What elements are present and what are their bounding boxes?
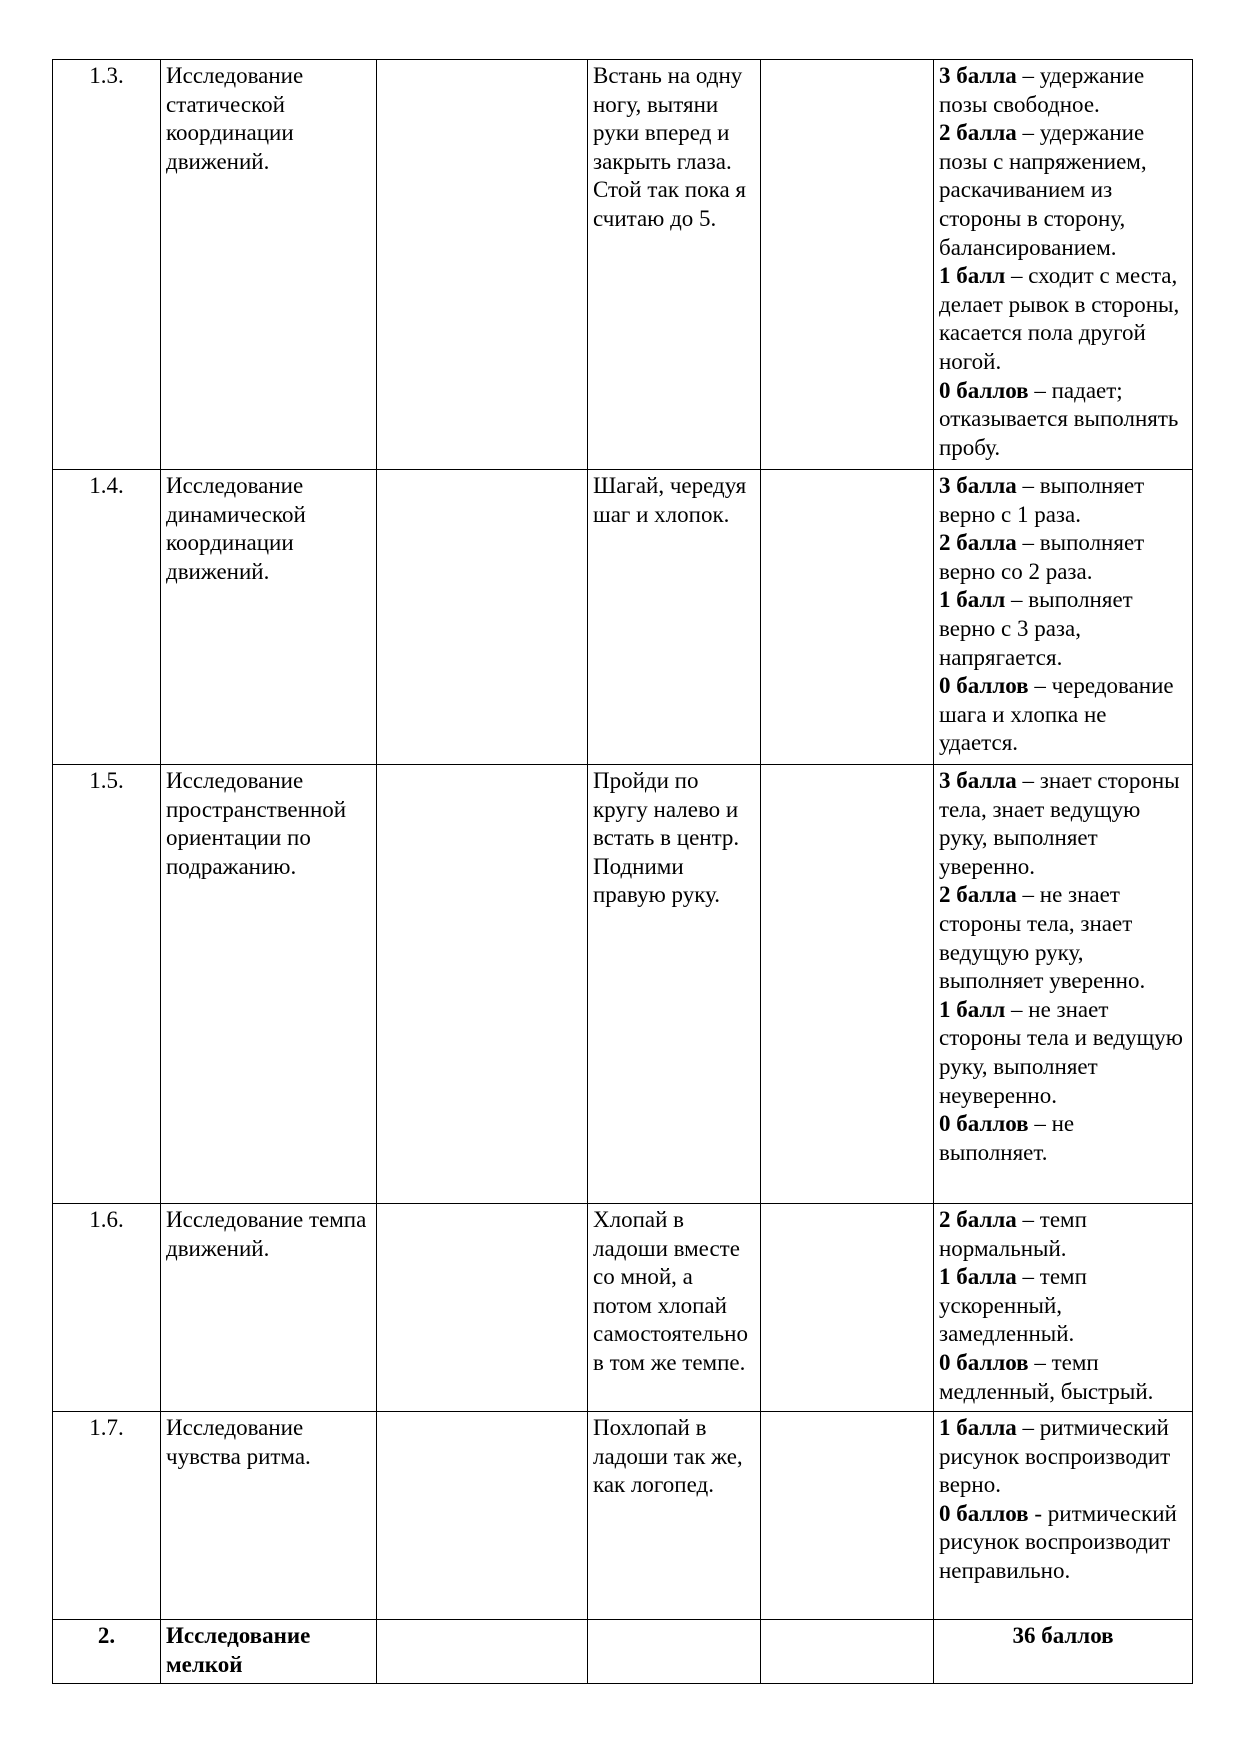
instruction: Хлопай в ладоши вместе со мной, а потом хлопай самостоятельно в том же темпе. (588, 1204, 761, 1412)
section-total: 36 баллов (934, 1620, 1193, 1684)
criterion-score: 2 балла (939, 530, 1017, 556)
criterion-score: 3 балла (939, 473, 1017, 498)
criterion-score: 3 балла (939, 63, 1017, 88)
table-row (53, 1412, 1193, 1620)
criterion-score: 1 балл (939, 263, 1006, 289)
criterion (939, 996, 1187, 1110)
table-row (53, 1204, 1193, 1412)
criterion-text: – темп медленный, быстрый. (939, 1349, 1154, 1404)
instruction: Шагай, чередуя шаг и хлопок. (588, 470, 761, 765)
criterion-text: – сходит с места, делает рывок в стороны, касается пола другой ногой. (939, 263, 1180, 374)
criterion-text: – выполняет верно со 2 раза. (939, 530, 1145, 584)
criterion-text: – не знает стороны тела, знает ведущую руку, выполняет уверенно. (939, 882, 1146, 994)
empty-cell (761, 1620, 934, 1684)
criterion (939, 767, 1187, 881)
criterion-score: 0 баллов (939, 377, 1029, 403)
criterion-text: – выполняет верно с 3 раза, напрягается. (939, 587, 1133, 670)
criterion-score: 1 балла (939, 1264, 1017, 1290)
empty-cell (588, 1620, 761, 1684)
criterion-text: – выполняет верно с 1 раза. (939, 473, 1145, 527)
criterion (939, 119, 1187, 262)
criterion-text: – темп нормальный. (939, 1207, 1087, 1261)
criterion (939, 672, 1187, 758)
instruction: Похлопай в ладоши так же, как логопед. (588, 1412, 761, 1620)
empty-cell (761, 1412, 934, 1620)
row-number: 1.7. (53, 1412, 161, 1620)
criterion-score: 2 балла (939, 882, 1017, 908)
criterion-score: 1 балл (939, 996, 1006, 1022)
criterion (939, 1414, 1187, 1500)
row-number: 1.6. (53, 1204, 161, 1412)
criterion-score: 3 балла (939, 768, 1017, 793)
criterion-text: – темп ускоренный, замедленный. (939, 1264, 1087, 1347)
row-number: 1.3. (53, 60, 161, 470)
section-name: Исследование мелкой (161, 1620, 377, 1684)
criterion-score: 0 баллов (939, 1111, 1029, 1137)
empty-cell (377, 1412, 588, 1620)
criterion-text: – не выполняет. (939, 1111, 1075, 1165)
table-row (53, 470, 1193, 765)
instruction: Пройди по кругу налево и встать в центр. Подними правую руку. (588, 765, 761, 1204)
test-name: Исследование темпа движений. (161, 1204, 377, 1412)
criterion (939, 62, 1187, 119)
criterion (939, 586, 1187, 672)
criterion-text: – ритмический рисунок воспроизводит верно. (939, 1415, 1171, 1498)
test-name: Исследование пространственной ориентации по подражанию. (161, 765, 377, 1204)
empty-cell (377, 1620, 588, 1684)
criteria-cell (934, 765, 1193, 1204)
criterion (939, 472, 1187, 529)
criterion-text: – удержание позы свободное. (939, 63, 1145, 117)
row-number: 1.5. (53, 765, 161, 1204)
test-name: Исследование динамической координации движений. (161, 470, 377, 765)
criterion (939, 1206, 1187, 1263)
criteria-cell (934, 470, 1193, 765)
criterion-score: 0 баллов (939, 673, 1029, 699)
empty-cell (377, 1204, 588, 1412)
criterion (939, 1500, 1187, 1586)
criterion (939, 881, 1187, 995)
instruction: Встань на одну ногу, вытяни руки вперед и закрыть глаза. Стой так пока я считаю до 5. (588, 60, 761, 470)
criteria-cell (934, 1412, 1193, 1620)
empty-cell (377, 60, 588, 470)
empty-cell (761, 765, 934, 1204)
assessment-table (52, 59, 1193, 1684)
section-row (53, 1620, 1193, 1684)
criterion-score: 2 балла (939, 120, 1017, 146)
criterion-text: - ритмический рисунок воспроизводит неправильно. (939, 1500, 1177, 1583)
table-body (53, 60, 1193, 1684)
criterion (939, 262, 1187, 376)
criterion (939, 377, 1187, 463)
section-number: 2. (53, 1620, 161, 1684)
criterion (939, 1263, 1187, 1349)
empty-cell (761, 60, 934, 470)
criterion-score: 0 баллов (939, 1349, 1029, 1375)
table-row (53, 765, 1193, 1204)
criterion-text: – удержание позы с напряжением, раскачиванием из стороны в сторону, балансированием. (939, 120, 1147, 260)
criterion (939, 1349, 1187, 1406)
criterion-score: 1 балл (939, 587, 1006, 613)
empty-cell (377, 470, 588, 765)
row-number: 1.4. (53, 470, 161, 765)
criterion-text: – падает; отказывается выполнять пробу. (939, 377, 1179, 460)
table-row (53, 60, 1193, 470)
criterion-text: – чередование шага и хлопка не удается. (939, 673, 1174, 756)
criterion (939, 529, 1187, 586)
criterion-text: – не знает стороны тела и ведущую руку, выполняет неуверенно. (939, 996, 1183, 1108)
criteria-cell (934, 60, 1193, 470)
criterion (939, 1110, 1187, 1167)
empty-cell (761, 470, 934, 765)
criterion-score: 0 баллов (939, 1500, 1029, 1526)
empty-cell (761, 1204, 934, 1412)
criterion-score: 1 балла (939, 1415, 1017, 1440)
criterion-score: 2 балла (939, 1207, 1017, 1232)
test-name: Исследование статической координации движений. (161, 60, 377, 470)
test-name: Исследование чувства ритма. (161, 1412, 377, 1620)
criteria-cell (934, 1204, 1193, 1412)
empty-cell (377, 765, 588, 1204)
criterion-text: – знает стороны тела, знает ведущую руку, выполняет уверенно. (939, 768, 1180, 879)
